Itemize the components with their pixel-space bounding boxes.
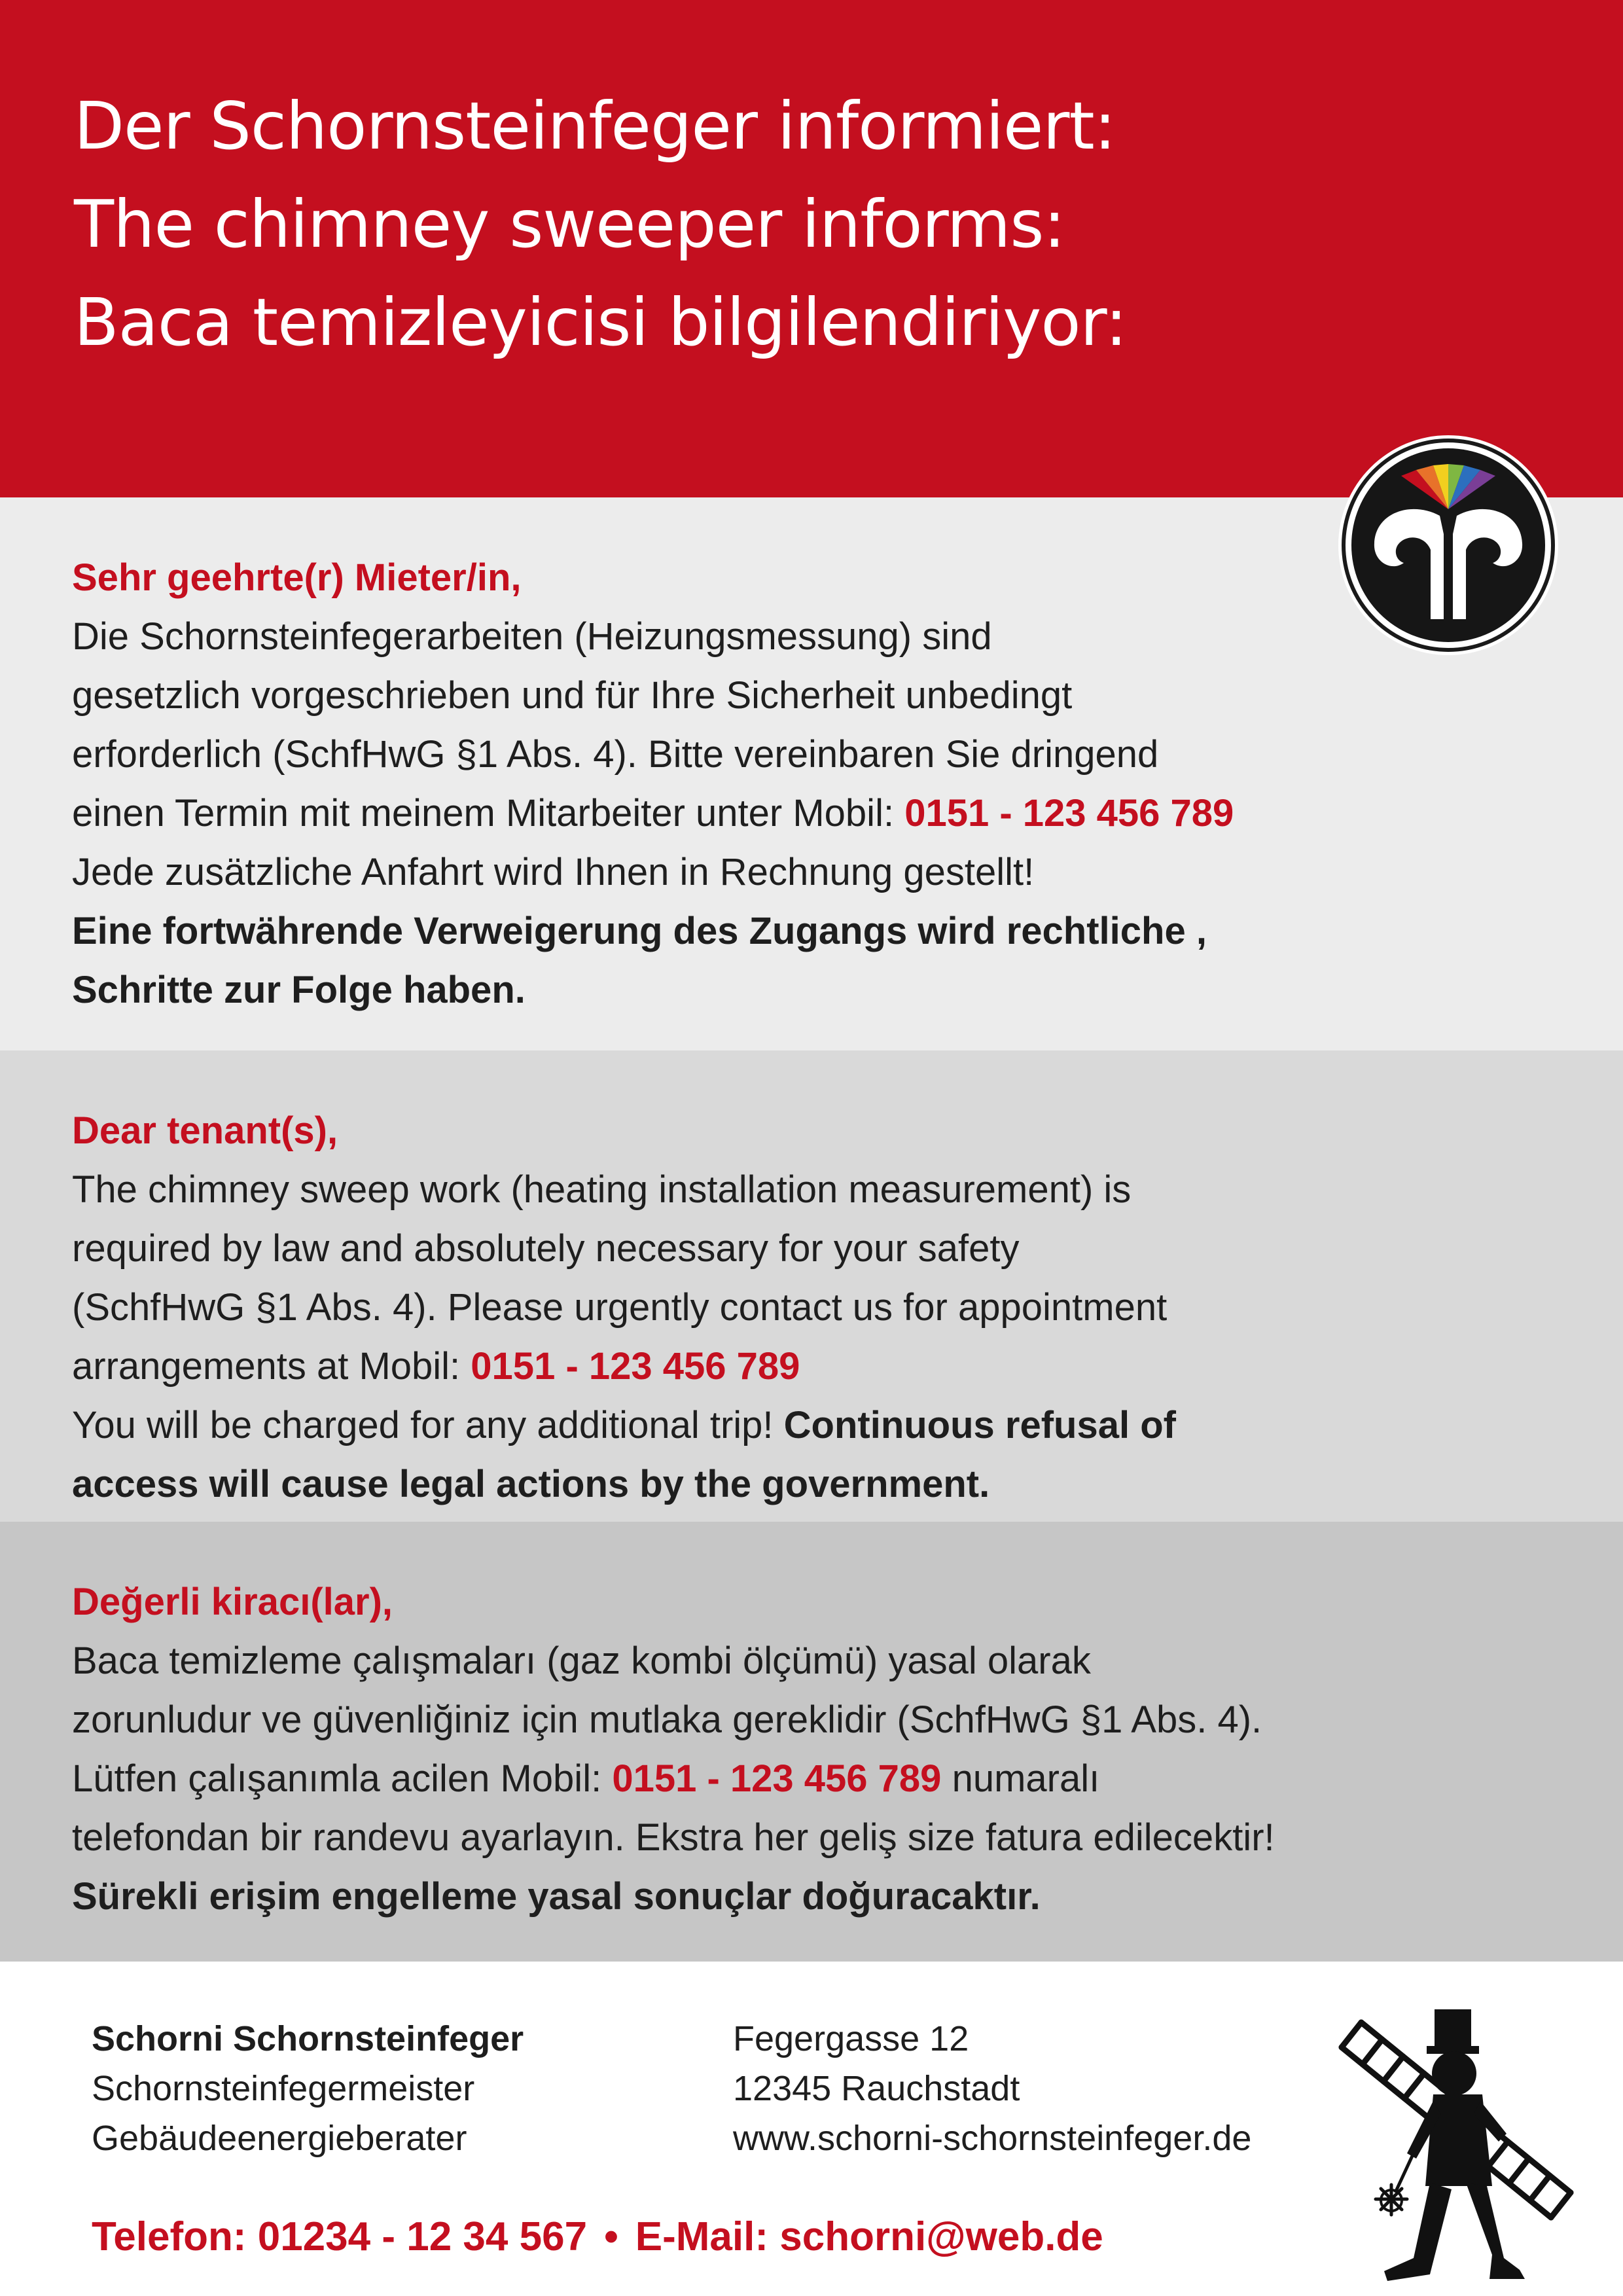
mobile-phone-link[interactable]: 0151 - 123 456 789 (904, 792, 1234, 834)
text-line-with-warning (72, 1396, 1176, 1455)
text-fragment: arrangements at Mobil: (72, 1345, 461, 1388)
text-fragment: numaralı (952, 1757, 1100, 1800)
warning-text: Continuous refusal of (783, 1404, 1176, 1446)
company-info (92, 2014, 524, 2163)
text-fragment: You will be charged for any additional trip! (72, 1404, 774, 1446)
warning-text: access will cause legal actions by the government. (72, 1463, 990, 1505)
salutation-english: Dear tenant(s), (72, 1109, 338, 1152)
salutation-german: Sehr geehrte(r) Mieter/in, (72, 556, 522, 599)
city-address: 12345 Rauchstadt (733, 2069, 1020, 2108)
mobile-phone-link[interactable]: 0151 - 123 456 789 (612, 1757, 942, 1800)
warning-text: Eine fortwährende Verweigerung des Zugangs wird rechtliche , (72, 910, 1207, 952)
website-link[interactable]: www.schorni-schornsteinfeger.de (733, 2119, 1252, 2158)
company-role: Gebäudeenergieberater (92, 2119, 467, 2158)
chimney-sweep-guild-logo-icon (1335, 432, 1561, 658)
text-line-with-phone (72, 784, 1234, 843)
mobile-phone-link[interactable]: 0151 - 123 456 789 (471, 1345, 800, 1388)
text-line-with-phone (72, 1337, 1176, 1396)
text-line: required by law and absolutely necessary for your safety (72, 1227, 1020, 1270)
text-line: (SchfHwG §1 Abs. 4). Please urgently contact us for appointment (72, 1286, 1168, 1329)
text-line: erforderlich (SchfHwG §1 Abs. 4). Bitte vereinbaren Sie dringend (72, 733, 1159, 776)
text-line: Die Schornsteinfegerarbeiten (Heizungsmessung) sind (72, 615, 992, 658)
salutation-turkish: Değerli kiracı(lar), (72, 1581, 393, 1623)
chimney-sweeper-with-ladder-icon (1335, 1996, 1590, 2284)
email-link[interactable]: E-Mail: schorni@web.de (635, 2214, 1103, 2259)
text-fragment: Lütfen çalışanımla acilen Mobil: (72, 1757, 602, 1800)
header-banner (0, 0, 1623, 497)
text-line: zorunludur ve güvenliğiniz için mutlaka gereklidir (SchfHwG §1 Abs. 4). (72, 1698, 1262, 1741)
company-role: Schornsteinfegermeister (92, 2069, 475, 2108)
text-line: The chimney sweep work (heating installation measurement) is (72, 1168, 1132, 1211)
title-english: The chimney sweeper informs: (74, 186, 1065, 262)
text-line: Baca temizleme çalışmaları (gaz kombi ölçümü) yasal olarak (72, 1640, 1091, 1682)
title-turkish: Baca temizleyicisi bilgilendiriyor: (74, 284, 1127, 361)
contact-line (92, 2214, 1103, 2260)
text-line-with-phone (72, 1749, 1275, 1808)
company-name: Schorni Schornsteinfeger (92, 2019, 524, 2058)
text-line: gesetzlich vorgeschrieben und für Ihre Sicherheit unbedingt (72, 674, 1073, 717)
header-title (74, 77, 1127, 372)
text-fragment: einen Termin mit meinem Mitarbeiter unter Mobil: (72, 792, 895, 834)
warning-text: Sürekli erişim engelleme yasal sonuçlar doğuracaktır. (72, 1875, 1041, 1918)
section-turkish (0, 1522, 1623, 1962)
text-line: Jede zusätzliche Anfahrt wird Ihnen in Rechnung gestellt! (72, 851, 1035, 893)
telephone-link[interactable]: Telefon: 01234 - 12 34 567 (92, 2214, 588, 2259)
street-address: Fegergasse 12 (733, 2019, 969, 2058)
warning-text: Schritte zur Folge haben. (72, 969, 526, 1011)
text-line: telefondan bir randevu ayarlayın. Ekstra her geliş size fatura edilecektir! (72, 1816, 1275, 1859)
section-english (0, 1050, 1623, 1522)
title-german: Der Schornsteinfeger informiert: (74, 88, 1116, 164)
separator-bullet: • (604, 2214, 618, 2259)
address-info (733, 2014, 1251, 2163)
